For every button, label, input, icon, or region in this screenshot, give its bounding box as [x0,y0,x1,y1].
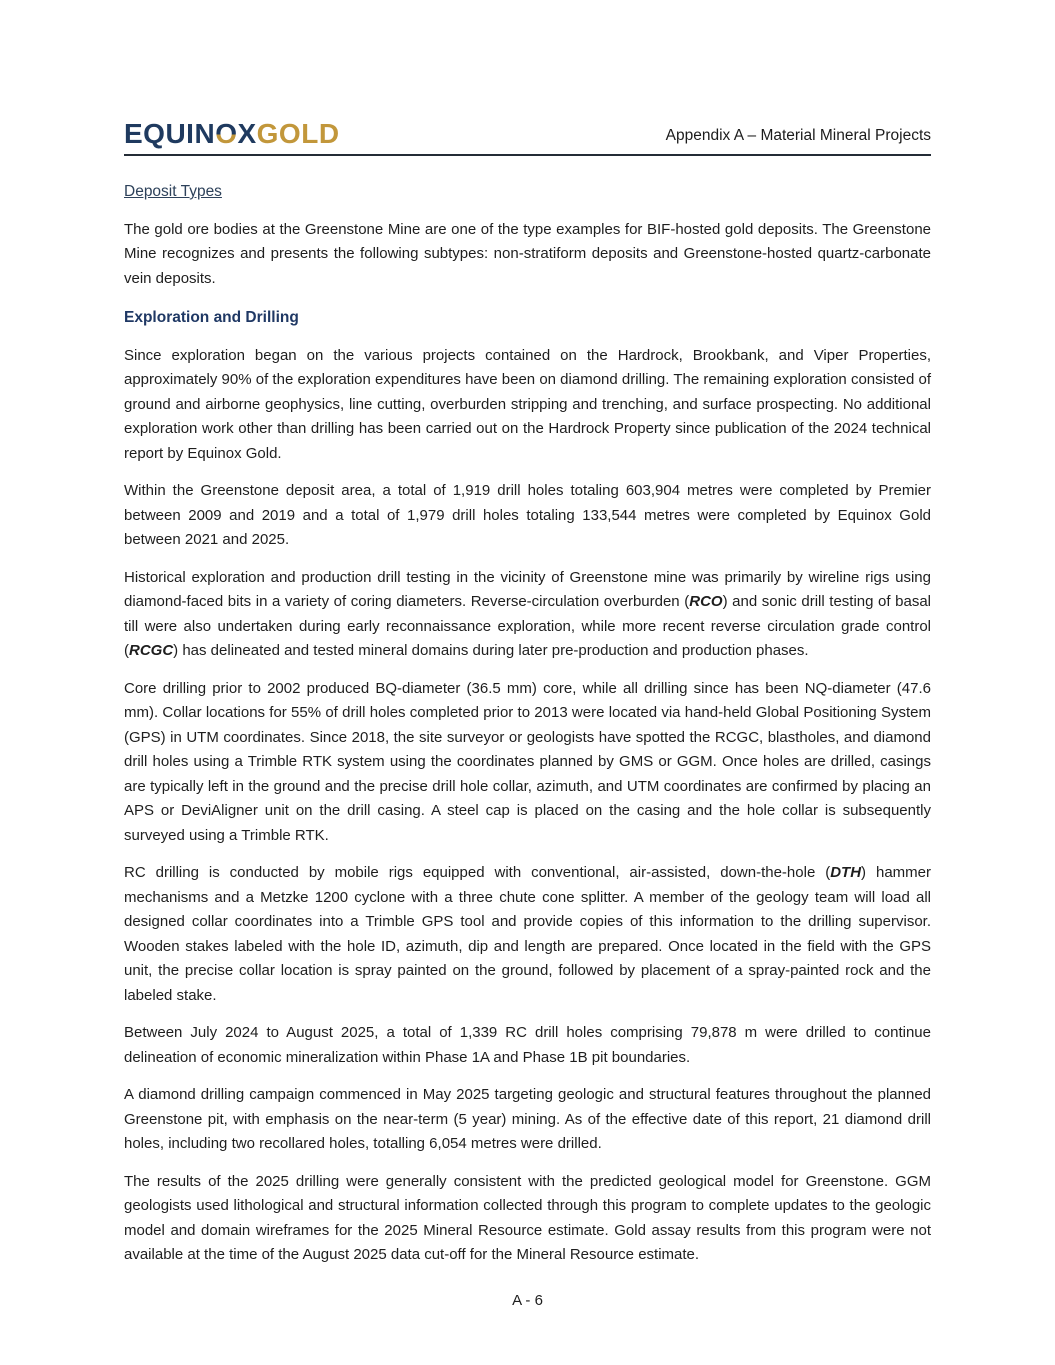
paragraph-rc-drilling: RC drilling is conducted by mobile rigs equipped with conventional, air-assisted, down-the-hole (DTH) hammer mechanisms and a Metzke 1200 cyclone with a three chute cone splitter. A member of the geology team will load all designed collar coordinates into a Trimble GPS tool and provide copies of this information to the drilling supervisor. Wooden stakes labeled with the hole ID, azimuth, dip and length are prepared. Once located in the field with the GPS unit, the precise collar location is spray painted on the ground, followed by placement of a spray-painted rock and the labeled stake. [124,864,931,1004]
logo-text-x: X [237,118,257,149]
heading-deposit-types: Deposit Types [124,183,222,200]
logo-text-equin: EQUIN [124,118,216,149]
paragraph-core-drilling: Core drilling prior to 2002 produced BQ-diameter (36.5 mm) core, while all drilling since has been NQ-diameter (47.6 mm). Collar locations for 55% of drill holes completed prior to 2013 were located via hand-held Global Positioning System (GPS) in UTM coordinates. Since 2018, the site surveyor or geologists have spotted the RCGC, blastholes, and diamond drill holes using a Trimble RTK system using the coordinates planned by GMS or GGM. Once holes are drilled, casings are typically left in the ground and the precise drill hole collar, azimuth, and UTM coordinates are confirmed by placing an APS or DeviAligner unit on the drill casing. A steel cap is placed on the casing and the hole collar is subsequently surveyed using a Trimble RTK. [124,679,931,844]
paragraph-deposit-types: The gold ore bodies at the Greenstone Mine are one of the type examples for BIF-hosted gold deposits. The Greenstone Mine recognizes and presents the following subtypes: non-stratiform deposits and Greenstone-hosted quartz-carbonate vein deposits. [124,220,931,287]
paragraph-diamond-campaign: A diamond drilling campaign commenced in May 2025 targeting geologic and structural features throughout the planned Greenstone pit, with emphasis on the near-term (5 year) mining. As of the effective date of this report, 21 diamond drill holes, including two recollared holes, totalling 6,054 metres were drilled. [124,1086,931,1152]
paragraph-drill-hole-totals: Within the Greenstone deposit area, a total of 1,919 drill holes totaling 603,904 metres were completed by Premier between 2009 and 2019 and a total of 1,979 drill holes totaling 133,544 metres were completed by Equinox Gold between 2021 and 2025. [124,482,931,548]
paragraph-rc-drill-totals: Between July 2024 to August 2025, a total of 1,339 RC drill holes comprising 79,878 m were drilled to continue delineation of economic mineralization within Phase 1A and Phase 1B pit boundaries. [124,1024,931,1066]
page-header [124,120,931,156]
page-number: A - 6 [512,1292,543,1309]
heading-exploration-and-drilling: Exploration and Drilling [124,309,299,326]
appendix-title: Appendix A – Material Mineral Projects [665,127,931,144]
logo-text-gold: GOLD [256,118,340,149]
document-body [124,180,931,1268]
paragraph-2025-results: The results of the 2025 drilling were generally consistent with the predicted geological model for Greenstone. GGM geologists used lithological and structural information collected through this program to complete updates to the geologic model and domain wireframes for the 2025 Mineral Resource estimate. Gold assay results from this program were not available at the time of the August 2025 data cut-off for the Mineral Resource estimate. [124,1172,931,1263]
paragraph-historical-drilling: Historical exploration and production drill testing in the vicinity of Greenstone mine was primarily by wireline rigs using diamond-faced bits in a variety of coring diameters. Reverse-circulation overburden (RCO) and sonic drill testing of basal till were also undertaken during early reconnaissance exploration, while more recent reverse circulation grade control (RCGC) has delineated and tested mineral domains during later pre-production and production phases. [124,568,931,659]
paragraph-exploration-overview: Since exploration began on the various projects contained on the Hardrock, Brookbank, and Viper Properties, approximately 90% of the exploration expenditures have been on diamond drilling. The remaining exploration consisted of ground and airborne geophysics, line cutting, overburden stripping and trenching, and surface prospecting. No additional exploration work other than drilling has been carried out on the Hardrock Property since publication of the 2024 technical report by Equinox Gold. [124,346,931,462]
equinox-gold-logo [124,120,340,148]
logo-eclipse-o: O [215,118,238,149]
